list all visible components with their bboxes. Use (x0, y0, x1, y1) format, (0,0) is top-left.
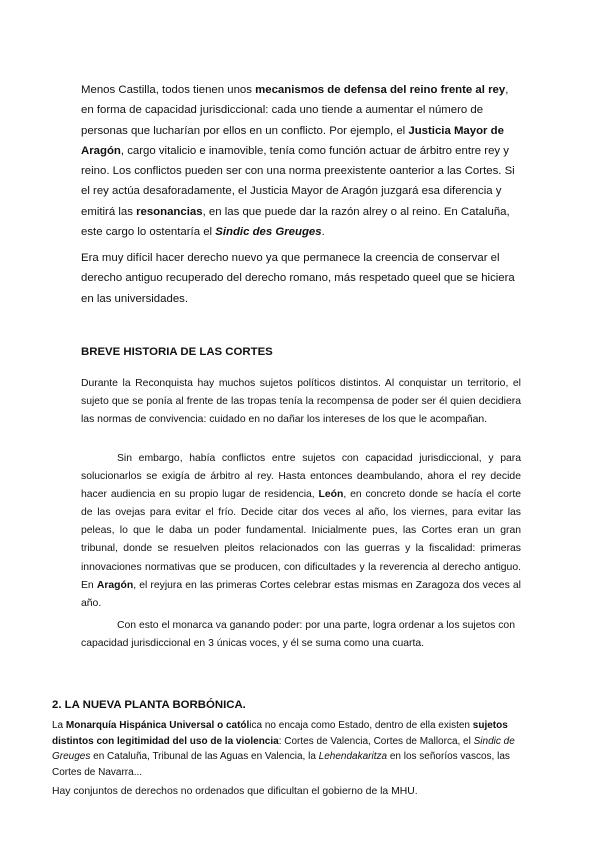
section-heading-historia-cortes: BREVE HISTORIA DE LAS CORTES (81, 346, 273, 358)
paragraph-defensa-reino: Menos Castilla, todos tienen unos mecanismos de defensa del reino frente al rey, en forma de capacidad jurisdiccional: cada uno tiende a aumentar el número de personas que lucharían por ellos en un conflicto. Por ejemplo, el Justicia Mayor de Aragón, cargo vitalicio e inamovible, tenía como función actuar de árbitro entre rey y reino. Los conflictos pueden ser con una norma preexistente oanterior a las Cortes. Si el rey actúa desaforadamente, el Justicia Mayor de Aragón juzgará esa diferencia y emitirá las resonancias, en las que puede dar la razón alrey o al reino. En Cataluña, este cargo lo ostentaría el Sindic des Greuges. (81, 84, 515, 239)
section-heading-nueva-planta: 2. LA NUEVA PLANTA BORBÓNICA. (52, 699, 246, 711)
paragraph-monarca-poder: Con esto el monarca va ganando poder: por una parte, logra ordenar a los sujetos con capacidad jurisdiccional en 3 únicas voces, y él se suma como una cuarta. (81, 620, 515, 650)
paragraph-monarquia-hispanica: La Monarquía Hispánica Universal o católica no encaja como Estado, dentro de ella existen sujetos distintos con legitimidad del uso de la violencia: Cortes de Valencia, Cortes de Mallorca, el Sindic de Greuges en Cataluña, Tribunal de las Aguas en Valencia, la Lehendakaritza en los señoríos vascos, las Cortes de Navarra... (52, 720, 515, 778)
paragraph-reconquista: Durante la Reconquista hay muchos sujetos políticos distintos. Al conquistar un territorio, el sujeto que se ponía al frente de las tropas tenía la recompensa de poder ser él quien decidiera las normas de convivencia: cuidado en no dañar los intereses de los que le acompañan. (81, 378, 521, 426)
paragraph-derecho-nuevo: Era muy difícil hacer derecho nuevo ya que permanece la creencia de conservar el derecho antiguo recuperado del derecho romano, más respetado queel que se hiciera en las universidades. (81, 252, 515, 305)
paragraph-conjuntos-derechos: Hay conjuntos de derechos no ordenados que dificultan el gobierno de la MHU. (52, 786, 418, 797)
paragraph-conflictos: Sin embargo, había conflictos entre sujetos con capacidad jurisdiccional, y para solucionarlos se exigía de árbitro al rey. Hasta entonces deambulando, ahora el rey decide hacer audiencia en su propio lugar de residencia, León, en concreto donde se hacía el corte de las ovejas para evitar el frío. Decide citar dos veces al año, los viernes, para evitar las peleas, lo que le daba un poder fundamental. Inicialmente pues, las Cortes eran un gran tribunal, donde se resuelven pleitos relacionados con las guerras y la fiscalidad: primeras innovaciones normativas que se producen, con dificultades y la reverencia al derecho antiguo. En Aragón, el reyjura en las primeras Cortes celebrar estas mismas en Zaragoza dos veces al año. (81, 453, 521, 609)
